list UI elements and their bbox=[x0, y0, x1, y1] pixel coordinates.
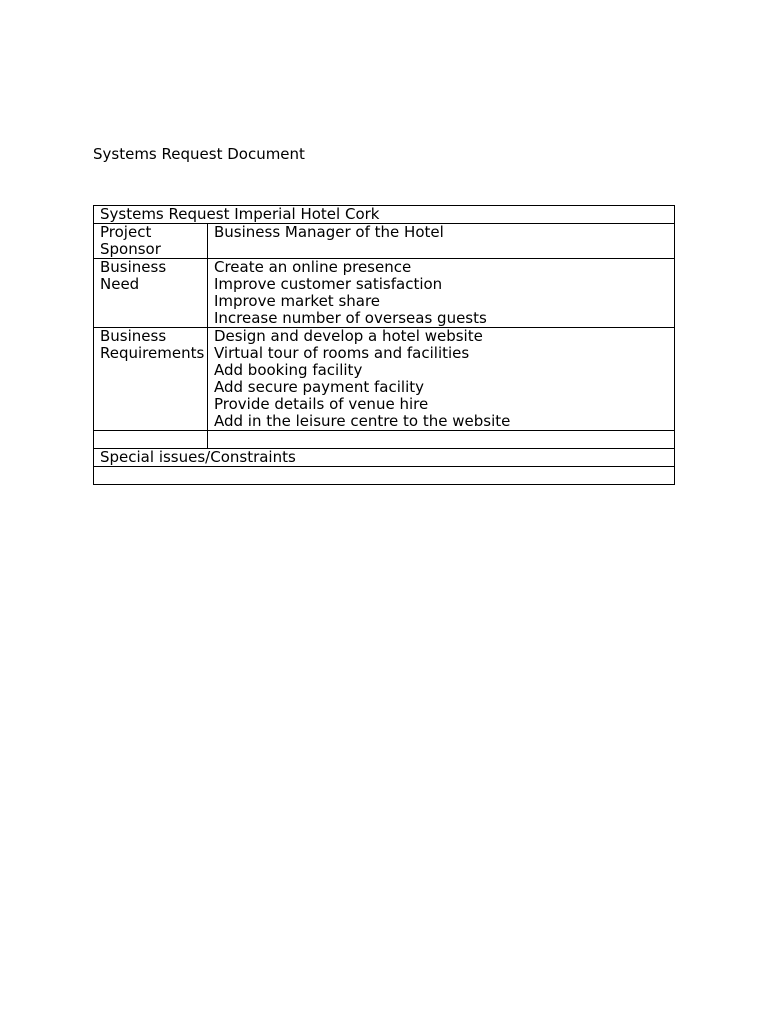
special-issues-content-row bbox=[94, 467, 675, 485]
business-requirements-list bbox=[208, 328, 675, 431]
list-item: Add booking facility bbox=[214, 361, 363, 379]
empty-cell bbox=[208, 431, 675, 449]
business-need-row bbox=[94, 259, 675, 328]
project-sponsor-value: Business Manager of the Hotel bbox=[208, 224, 675, 259]
list-item: Add secure payment facility bbox=[214, 378, 425, 396]
label-line: Project bbox=[100, 223, 152, 241]
list-item: Increase number of overseas guests bbox=[214, 309, 487, 327]
list-item: Improve market share bbox=[214, 292, 381, 310]
label-line: Business bbox=[100, 327, 167, 345]
label-line: Requirements bbox=[100, 344, 205, 362]
business-requirements-label bbox=[94, 328, 208, 431]
table-heading: Systems Request Imperial Hotel Cork bbox=[94, 206, 675, 224]
project-sponsor-row bbox=[94, 224, 675, 259]
business-need-list bbox=[208, 259, 675, 328]
list-item: Add in the leisure centre to the website bbox=[214, 412, 511, 430]
systems-request-table bbox=[93, 205, 675, 485]
business-need-label: Business Need bbox=[94, 259, 208, 328]
list-item: Virtual tour of rooms and facilities bbox=[214, 344, 470, 362]
special-issues-content bbox=[94, 467, 675, 485]
label-line: Sponsor bbox=[100, 240, 161, 258]
empty-cell bbox=[94, 431, 208, 449]
table-heading-row bbox=[94, 206, 675, 224]
document-title: Systems Request Document bbox=[93, 145, 305, 163]
list-item: Provide details of venue hire bbox=[214, 395, 429, 413]
list-item: Create an online presence bbox=[214, 258, 412, 276]
special-issues-label: Special issues/Constraints bbox=[94, 449, 675, 467]
empty-row bbox=[94, 431, 675, 449]
business-requirements-row bbox=[94, 328, 675, 431]
list-item: Design and develop a hotel website bbox=[214, 327, 483, 345]
special-issues-row bbox=[94, 449, 675, 467]
project-sponsor-label bbox=[94, 224, 208, 259]
list-item: Improve customer satisfaction bbox=[214, 275, 443, 293]
